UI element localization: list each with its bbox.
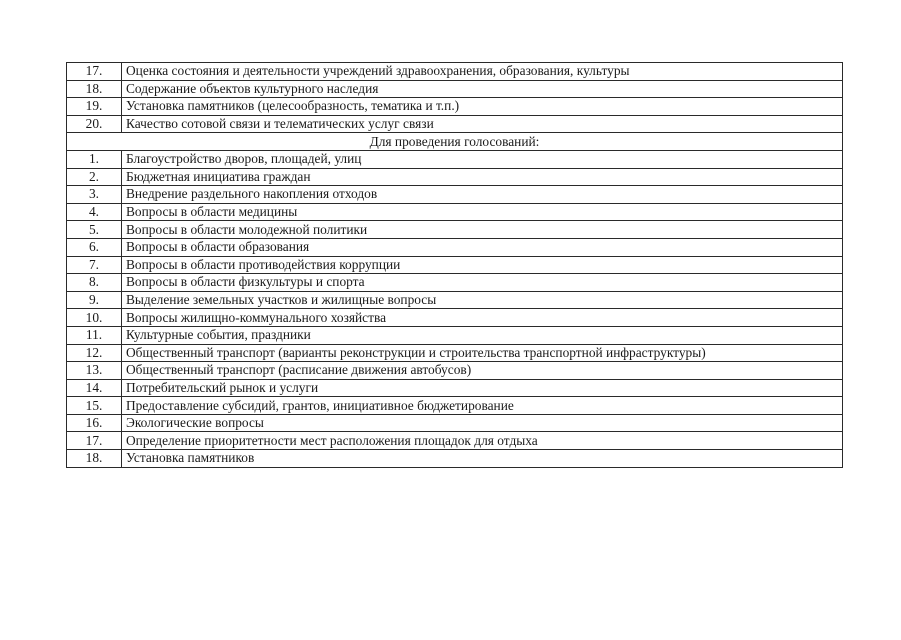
table-row <box>67 238 843 256</box>
row-number: 17. <box>67 432 122 450</box>
row-topic: Предоставление субсидий, грантов, инициативное бюджетирование <box>122 397 843 415</box>
table-row <box>67 432 843 450</box>
table-row <box>67 221 843 239</box>
row-number: 20. <box>67 115 122 133</box>
row-topic: Экологические вопросы <box>122 414 843 432</box>
table-row <box>67 309 843 327</box>
row-number: 4. <box>67 203 122 221</box>
row-topic: Вопросы в области противодействия коррупции <box>122 256 843 274</box>
table-row <box>67 291 843 309</box>
table-row <box>67 344 843 362</box>
table-row <box>67 63 843 81</box>
section-title: Для проведения голосований: <box>67 133 843 151</box>
table-row <box>67 203 843 221</box>
row-number: 5. <box>67 221 122 239</box>
section-row <box>67 133 843 151</box>
table-row <box>67 397 843 415</box>
row-number: 7. <box>67 256 122 274</box>
row-topic: Общественный транспорт (расписание движения автобусов) <box>122 362 843 380</box>
row-topic: Благоустройство дворов, площадей, улиц <box>122 150 843 168</box>
table-row <box>67 80 843 98</box>
row-topic: Культурные события, праздники <box>122 326 843 344</box>
table-row <box>67 450 843 468</box>
row-topic: Вопросы в области физкультуры и спорта <box>122 274 843 292</box>
table-row <box>67 150 843 168</box>
row-topic: Внедрение раздельного накопления отходов <box>122 186 843 204</box>
topics-table <box>66 62 843 468</box>
row-topic: Установка памятников (целесообразность, тематика и т.п.) <box>122 98 843 116</box>
row-number: 19. <box>67 98 122 116</box>
table-row <box>67 379 843 397</box>
row-topic: Выделение земельных участков и жилищные вопросы <box>122 291 843 309</box>
row-number: 15. <box>67 397 122 415</box>
table-row <box>67 256 843 274</box>
row-number: 2. <box>67 168 122 186</box>
table-row <box>67 362 843 380</box>
row-number: 3. <box>67 186 122 204</box>
row-number: 9. <box>67 291 122 309</box>
table-row <box>67 98 843 116</box>
row-number: 12. <box>67 344 122 362</box>
table-row <box>67 326 843 344</box>
row-topic: Бюджетная инициатива граждан <box>122 168 843 186</box>
row-number: 10. <box>67 309 122 327</box>
row-number: 18. <box>67 80 122 98</box>
table-row <box>67 274 843 292</box>
row-topic: Вопросы в области образования <box>122 238 843 256</box>
row-topic: Потребительский рынок и услуги <box>122 379 843 397</box>
row-topic: Вопросы в области молодежной политики <box>122 221 843 239</box>
table-row <box>67 115 843 133</box>
row-number: 11. <box>67 326 122 344</box>
row-number: 18. <box>67 450 122 468</box>
row-number: 14. <box>67 379 122 397</box>
row-number: 6. <box>67 238 122 256</box>
row-topic: Общественный транспорт (варианты реконструкции и строительства транспортной инфраструктуры) <box>122 344 843 362</box>
row-topic: Установка памятников <box>122 450 843 468</box>
row-number: 1. <box>67 150 122 168</box>
table-row <box>67 168 843 186</box>
row-topic: Вопросы в области медицины <box>122 203 843 221</box>
row-number: 16. <box>67 414 122 432</box>
row-topic: Вопросы жилищно-коммунального хозяйства <box>122 309 843 327</box>
row-number: 13. <box>67 362 122 380</box>
row-topic: Содержание объектов культурного наследия <box>122 80 843 98</box>
row-topic: Оценка состояния и деятельности учреждений здравоохранения, образования, культуры <box>122 63 843 81</box>
row-topic: Определение приоритетности мест расположения площадок для отдыха <box>122 432 843 450</box>
row-number: 8. <box>67 274 122 292</box>
topics-table-body <box>67 63 843 468</box>
table-row <box>67 186 843 204</box>
row-number: 17. <box>67 63 122 81</box>
table-row <box>67 414 843 432</box>
row-topic: Качество сотовой связи и телематических услуг связи <box>122 115 843 133</box>
